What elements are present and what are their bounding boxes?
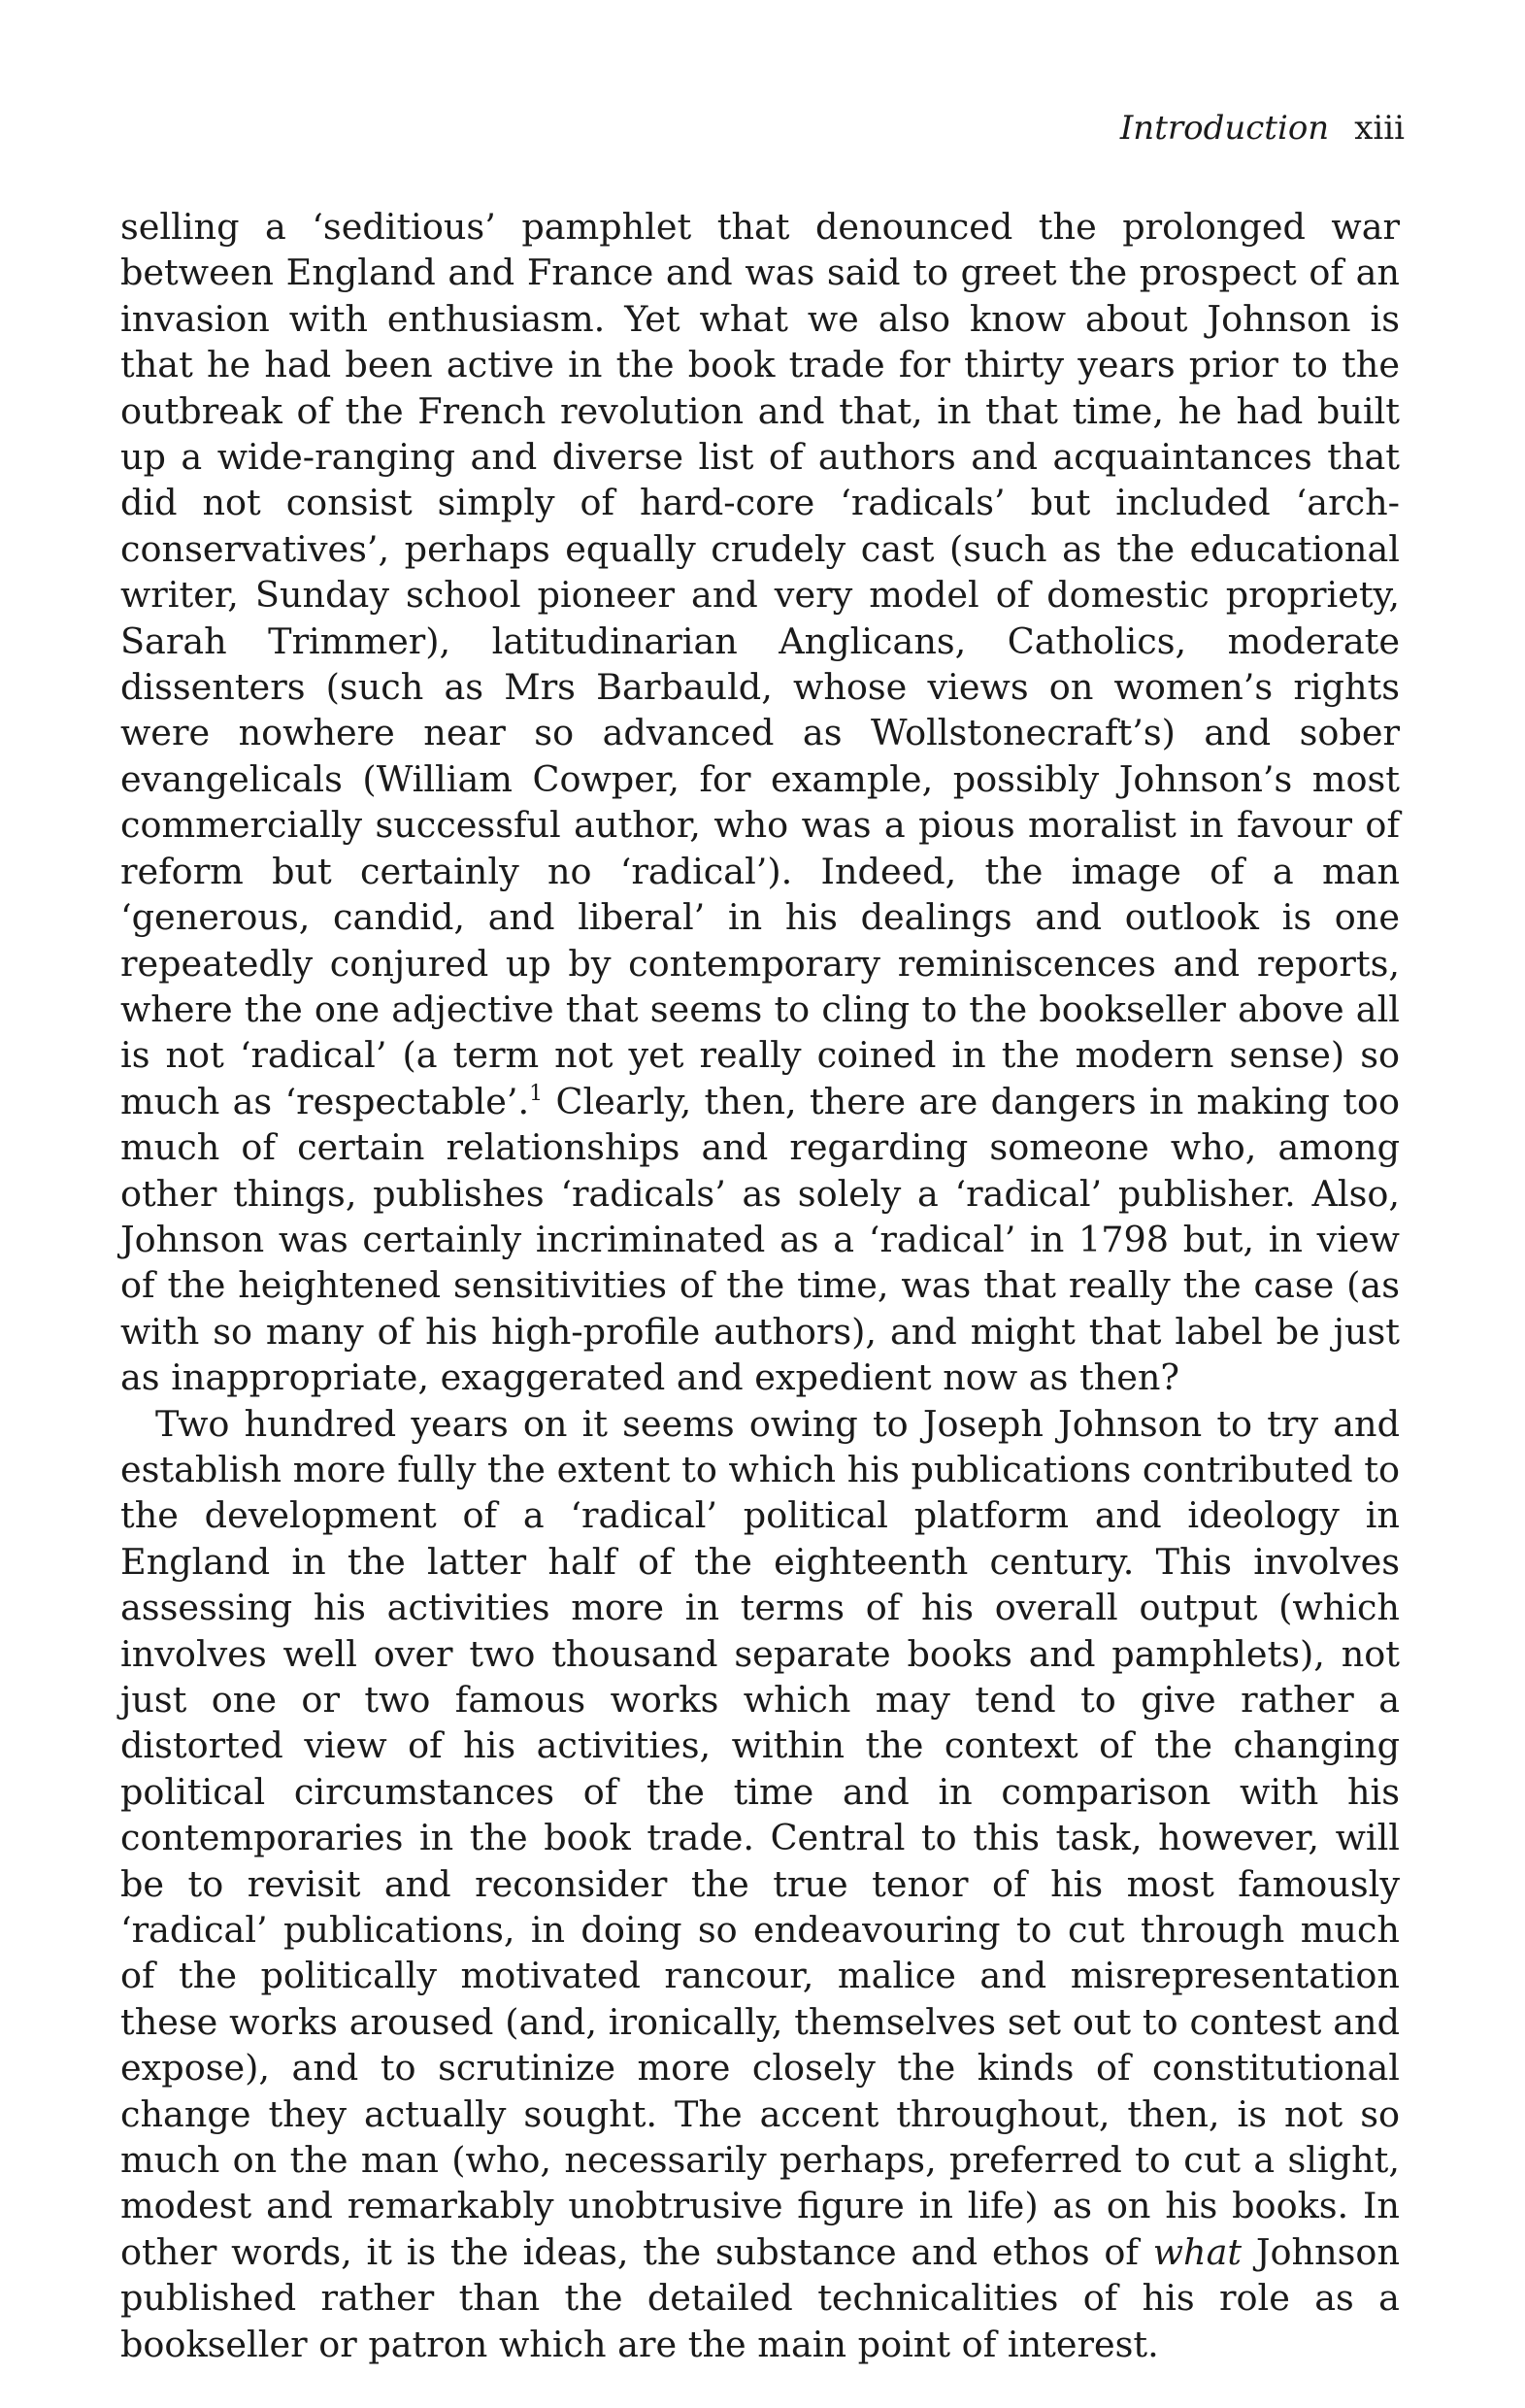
running-head-title: Introduction: [1119, 109, 1330, 148]
paragraph-2-text-before-italic: Two hundred years on it seems owing to Joseph Johnson to try and establish more fully the extent to which his publications contributed to the development of a ‘radical’ political platform and ideology in England in the latter half of the eighteenth century. This involves assessing his activities more in terms of his overall output (which involves well over two thousand separate books and pamphlets), not just one or two famous works which may tend to give rather a distorted view of his activities, within the context of the changing political circumstances of the time and in comparison with his contemporaries in the book trade. Central to this task, however, will be to revisit and reconsider the true tenor of his most famously ‘radical’ publications, in doing so endeavouring to cut through much of the politically motivated rancour, malice and misrepresentation these works aroused (and, ironically, themselves set out to contest and expose), and to scrutinize more closely the kinds of constitutional change they actually sought. The accent throughout, then, is not so much on the man (who, necessarily perhaps, preferred to cut a slight, modest and remarkably unobtrusive figure in life) as on his books. In other words, it is the ideas, the substance and ethos of: [120, 1402, 1400, 2273]
paragraph-2-text-after-italic: Johnson published rather than the detailed technicalities of his role as a bookseller or patron which are the main point of interest.: [120, 2230, 1400, 2365]
page-number: xiii: [1354, 109, 1405, 148]
paragraph-1-text-after-note: Clearly, then, there are dangers in making too much of certain relationships and regarding someone who, among other things, publishes ‘radicals’ as solely a ‘radical’ publisher. Also, Johnson was certainly incriminated as a ‘radical’ in 1798 but, in view of the heightened sensitivities of the time, was that really the case (as with so many of his high-profile authors), and might that label be just as inappropriate, exaggerated and expedient now as then?: [120, 1080, 1400, 1399]
running-head: [1120, 109, 1405, 148]
paragraph-2: [120, 1401, 1400, 2368]
paragraph-2-italic-word: what: [1152, 2230, 1243, 2273]
paragraph-1-text-before-note: selling a ‘seditious’ pamphlet that denounced the prolonged war between England and France and was said to greet the prospect of an invasion with enthusiasm. Yet what we also know about Johnson is that he had been active in the book trade for thirty years prior to the outbreak of the French revolution and that, in that time, he had built up a wide-ranging and diverse list of authors and acquaintances that did not consist simply of hard-core ‘radicals’ but included ‘arch-conservatives’, perhaps equally crudely cast (such as the educational writer, Sunday school pioneer and very model of domestic propriety, Sarah Trimmer), latitudinarian Anglicans, Catholics, moderate dissenters (such as Mrs Barbauld, whose views on women’s rights were nowhere near so advanced as Wollstonecraft’s) and sober evangelicals (William Cowper, for example, possibly Johnson’s most commercially successful author, who was a pious moralist in favour of reform but certainly no ‘radical’). Indeed, the image of a man ‘generous, candid, and liberal’ in his dealings and outlook is one repeatedly conjured up by contemporary reminiscences and reports, where the one adjective that seems to cling to the bookseller above all is not ‘radical’ (a term not yet really coined in the modern sense) so much as ‘respectable’.: [120, 206, 1400, 1122]
footnote-marker: 1: [529, 1081, 544, 1106]
paragraph-1: [120, 204, 1400, 1401]
body-text: [120, 204, 1400, 2367]
